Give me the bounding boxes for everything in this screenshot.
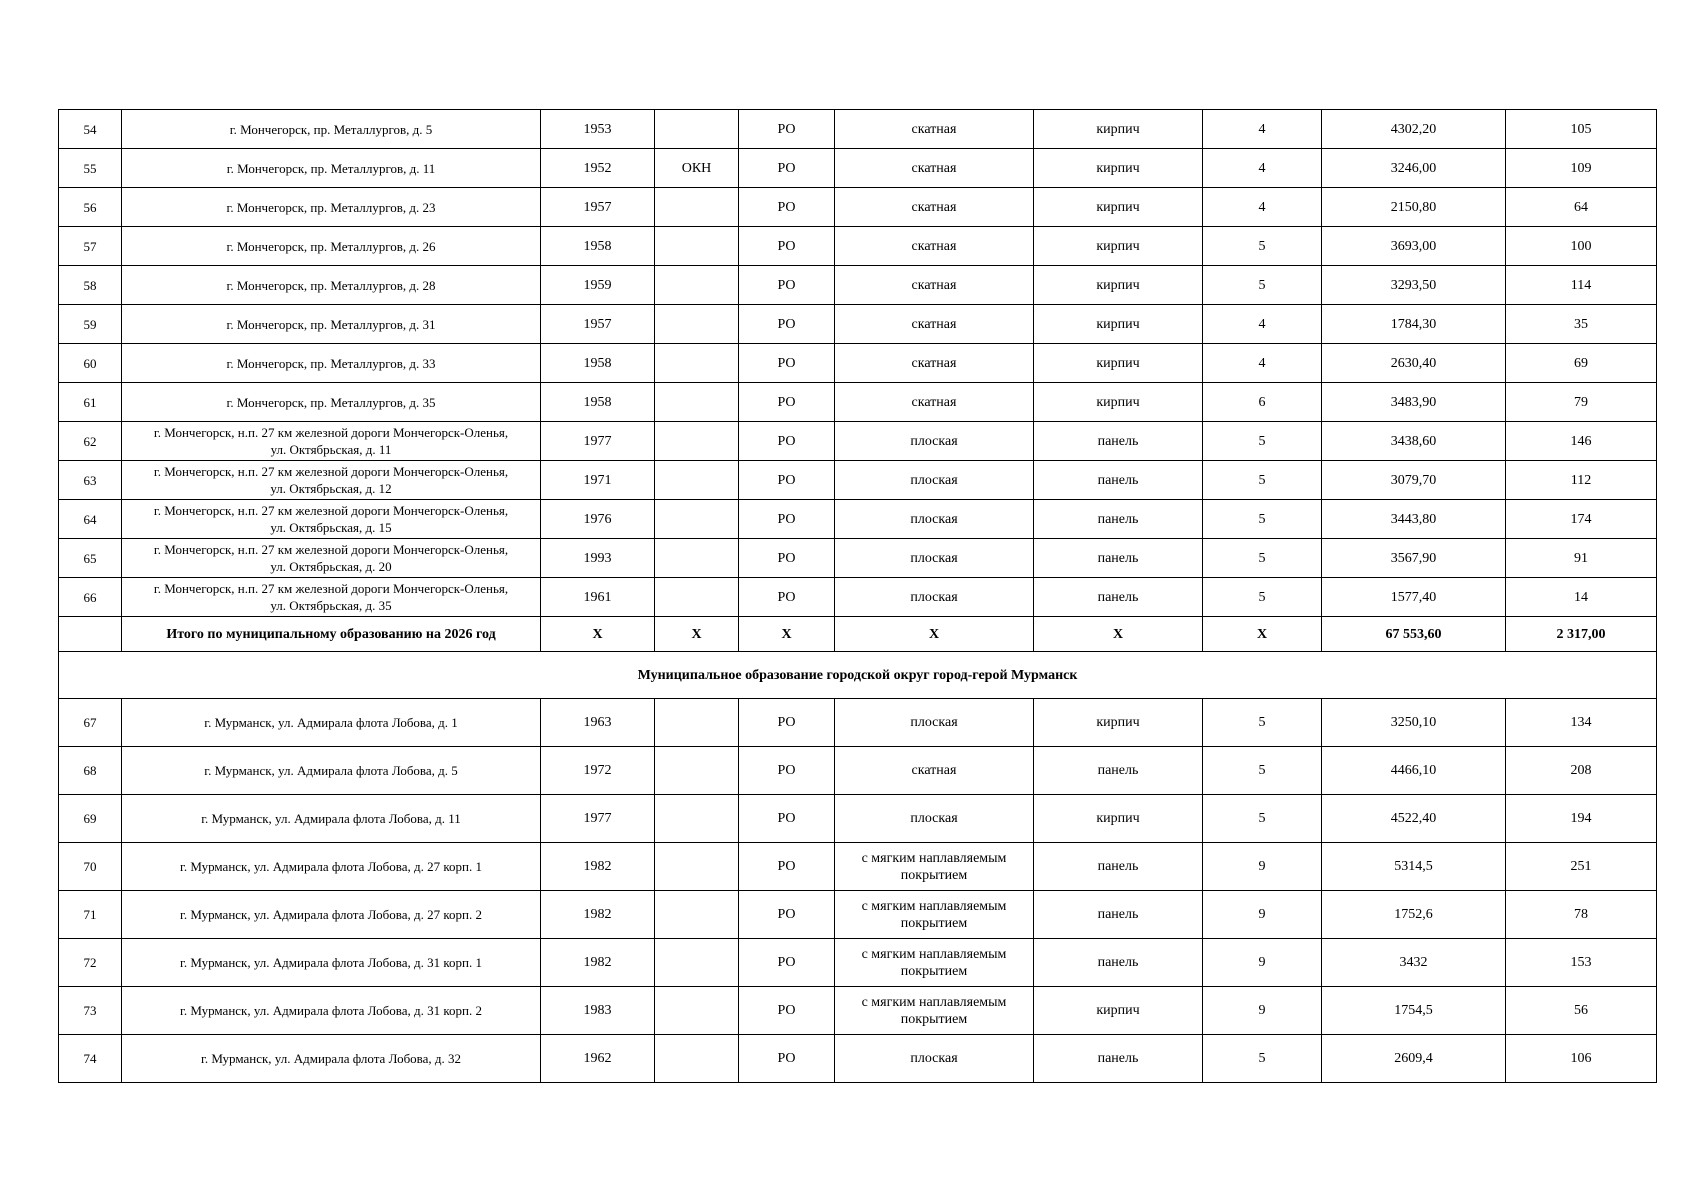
- residents-cell: 146: [1506, 422, 1657, 461]
- area-cell: 3438,60: [1322, 422, 1506, 461]
- fund-cell: РО: [739, 987, 835, 1035]
- total-x-mark: Х: [1034, 617, 1203, 652]
- floors-cell: 4: [1203, 305, 1322, 344]
- row-number: 67: [59, 699, 122, 747]
- table-row: [59, 699, 1657, 747]
- wall-cell: панель: [1034, 843, 1203, 891]
- table-row: [59, 747, 1657, 795]
- fund-cell: РО: [739, 266, 835, 305]
- year-cell: 1952: [541, 149, 655, 188]
- address-cell: [122, 578, 541, 617]
- wall-cell: панель: [1034, 422, 1203, 461]
- roof-line-2: покрытием: [900, 867, 968, 883]
- year-cell: 1982: [541, 843, 655, 891]
- okn-cell: [655, 843, 739, 891]
- row-number: 62: [59, 422, 122, 461]
- fund-cell: РО: [739, 500, 835, 539]
- address-cell: г. Мончегорск, пр. Металлургов, д. 26: [122, 227, 541, 266]
- residents-cell: 134: [1506, 699, 1657, 747]
- residents-cell: 35: [1506, 305, 1657, 344]
- year-cell: 1958: [541, 344, 655, 383]
- table-row: [59, 383, 1657, 422]
- roof-cell: скатная: [835, 266, 1034, 305]
- fund-cell: РО: [739, 383, 835, 422]
- address-cell: г. Мурманск, ул. Адмирала флота Лобова, д. 11: [122, 795, 541, 843]
- area-cell: 4302,20: [1322, 110, 1506, 149]
- area-cell: 1752,6: [1322, 891, 1506, 939]
- area-cell: 3246,00: [1322, 149, 1506, 188]
- table-row: [59, 795, 1657, 843]
- okn-cell: [655, 987, 739, 1035]
- roof-line-1: с мягким наплавляемым: [861, 946, 1007, 962]
- year-cell: 1962: [541, 1035, 655, 1083]
- floors-cell: 6: [1203, 383, 1322, 422]
- wall-cell: панель: [1034, 578, 1203, 617]
- table-row: [59, 149, 1657, 188]
- total-row: [59, 617, 1657, 652]
- okn-cell: [655, 699, 739, 747]
- roof-cell: скатная: [835, 188, 1034, 227]
- okn-cell: [655, 266, 739, 305]
- floors-cell: 4: [1203, 188, 1322, 227]
- residents-cell: 69: [1506, 344, 1657, 383]
- residents-cell: 112: [1506, 461, 1657, 500]
- residents-cell: 194: [1506, 795, 1657, 843]
- table-row: [59, 344, 1657, 383]
- residents-cell: 79: [1506, 383, 1657, 422]
- row-number: 69: [59, 795, 122, 843]
- row-number: 54: [59, 110, 122, 149]
- wall-cell: панель: [1034, 891, 1203, 939]
- total-number-cell: [59, 617, 122, 652]
- address-cell: [122, 539, 541, 578]
- year-cell: 1957: [541, 305, 655, 344]
- total-label: Итого по муниципальному образованию на 2026 год: [122, 617, 541, 652]
- address-line-2: ул. Октябрьская, д. 15: [270, 520, 392, 535]
- okn-cell: [655, 383, 739, 422]
- address-line-2: ул. Октябрьская, д. 12: [270, 481, 392, 496]
- total-x-mark: Х: [1203, 617, 1322, 652]
- okn-cell: [655, 227, 739, 266]
- address-cell: г. Мурманск, ул. Адмирала флота Лобова, д. 27 корп. 1: [122, 843, 541, 891]
- roof-cell: скатная: [835, 344, 1034, 383]
- fund-cell: РО: [739, 795, 835, 843]
- row-number: 66: [59, 578, 122, 617]
- roof-line-1: с мягким наплавляемым: [861, 850, 1007, 866]
- residents-cell: 78: [1506, 891, 1657, 939]
- year-cell: 1993: [541, 539, 655, 578]
- wall-cell: кирпич: [1034, 227, 1203, 266]
- total-residents: 2 317,00: [1506, 617, 1657, 652]
- fund-cell: РО: [739, 344, 835, 383]
- fund-cell: РО: [739, 578, 835, 617]
- floors-cell: 4: [1203, 110, 1322, 149]
- fund-cell: РО: [739, 939, 835, 987]
- address-cell: г. Мурманск, ул. Адмирала флота Лобова, д. 31 корп. 1: [122, 939, 541, 987]
- wall-cell: кирпич: [1034, 149, 1203, 188]
- row-number: 65: [59, 539, 122, 578]
- table-row: [59, 843, 1657, 891]
- floors-cell: 5: [1203, 227, 1322, 266]
- fund-cell: РО: [739, 1035, 835, 1083]
- residents-cell: 64: [1506, 188, 1657, 227]
- wall-cell: панель: [1034, 1035, 1203, 1083]
- table-row: [59, 939, 1657, 987]
- residents-cell: 14: [1506, 578, 1657, 617]
- roof-line-1: с мягким наплавляемым: [861, 898, 1007, 914]
- okn-cell: [655, 795, 739, 843]
- address-cell: г. Мончегорск, пр. Металлургов, д. 31: [122, 305, 541, 344]
- wall-cell: панель: [1034, 461, 1203, 500]
- table-row: [59, 500, 1657, 539]
- row-number: 56: [59, 188, 122, 227]
- address-cell: г. Мончегорск, пр. Металлургов, д. 5: [122, 110, 541, 149]
- wall-cell: кирпич: [1034, 344, 1203, 383]
- floors-cell: 5: [1203, 500, 1322, 539]
- roof-cell: плоская: [835, 461, 1034, 500]
- address-cell: [122, 461, 541, 500]
- fund-cell: РО: [739, 188, 835, 227]
- area-cell: 4466,10: [1322, 747, 1506, 795]
- year-cell: 1983: [541, 987, 655, 1035]
- table-row: [59, 422, 1657, 461]
- wall-cell: кирпич: [1034, 188, 1203, 227]
- year-cell: 1972: [541, 747, 655, 795]
- year-cell: 1958: [541, 383, 655, 422]
- fund-cell: РО: [739, 149, 835, 188]
- total-x-mark: Х: [541, 617, 655, 652]
- residents-cell: 56: [1506, 987, 1657, 1035]
- roof-cell: скатная: [835, 747, 1034, 795]
- roof-cell: плоская: [835, 578, 1034, 617]
- okn-cell: [655, 461, 739, 500]
- wall-cell: панель: [1034, 539, 1203, 578]
- address-line-2: ул. Октябрьская, д. 35: [270, 598, 392, 613]
- row-number: 72: [59, 939, 122, 987]
- year-cell: 1982: [541, 939, 655, 987]
- row-number: 60: [59, 344, 122, 383]
- residents-cell: 251: [1506, 843, 1657, 891]
- address-cell: г. Мончегорск, пр. Металлургов, д. 33: [122, 344, 541, 383]
- okn-cell: [655, 110, 739, 149]
- total-x-mark: Х: [655, 617, 739, 652]
- wall-cell: кирпич: [1034, 383, 1203, 422]
- area-cell: 1577,40: [1322, 578, 1506, 617]
- wall-cell: кирпич: [1034, 266, 1203, 305]
- wall-cell: кирпич: [1034, 795, 1203, 843]
- address-cell: г. Мурманск, ул. Адмирала флота Лобова, д. 5: [122, 747, 541, 795]
- housing-registry-table: [58, 109, 1657, 1083]
- residents-cell: 106: [1506, 1035, 1657, 1083]
- okn-cell: [655, 747, 739, 795]
- address-line-2: ул. Октябрьская, д. 11: [270, 442, 392, 457]
- wall-cell: кирпич: [1034, 699, 1203, 747]
- address-line-2: ул. Октябрьская, д. 20: [270, 559, 392, 574]
- address-cell: г. Мончегорск, пр. Металлургов, д. 28: [122, 266, 541, 305]
- roof-cell: скатная: [835, 149, 1034, 188]
- year-cell: 1957: [541, 188, 655, 227]
- year-cell: 1982: [541, 891, 655, 939]
- address-cell: г. Мончегорск, пр. Металлургов, д. 35: [122, 383, 541, 422]
- area-cell: 1754,5: [1322, 987, 1506, 1035]
- row-number: 57: [59, 227, 122, 266]
- wall-cell: кирпич: [1034, 987, 1203, 1035]
- area-cell: 2609,4: [1322, 1035, 1506, 1083]
- fund-cell: РО: [739, 422, 835, 461]
- area-cell: 2150,80: [1322, 188, 1506, 227]
- floors-cell: 9: [1203, 843, 1322, 891]
- fund-cell: РО: [739, 747, 835, 795]
- area-cell: 3483,90: [1322, 383, 1506, 422]
- okn-cell: [655, 500, 739, 539]
- floors-cell: 5: [1203, 578, 1322, 617]
- table-row: [59, 305, 1657, 344]
- okn-cell: [655, 539, 739, 578]
- roof-cell: [835, 843, 1034, 891]
- address-cell: г. Мончегорск, пр. Металлургов, д. 23: [122, 188, 541, 227]
- address-cell: г. Мурманск, ул. Адмирала флота Лобова, д. 1: [122, 699, 541, 747]
- roof-cell: [835, 891, 1034, 939]
- table-row: [59, 188, 1657, 227]
- wall-cell: кирпич: [1034, 305, 1203, 344]
- address-cell: [122, 500, 541, 539]
- residents-cell: 114: [1506, 266, 1657, 305]
- roof-cell: плоская: [835, 422, 1034, 461]
- table-row: [59, 891, 1657, 939]
- floors-cell: 5: [1203, 747, 1322, 795]
- table-row: [59, 266, 1657, 305]
- row-number: 55: [59, 149, 122, 188]
- residents-cell: 105: [1506, 110, 1657, 149]
- residents-cell: 91: [1506, 539, 1657, 578]
- wall-cell: панель: [1034, 939, 1203, 987]
- fund-cell: РО: [739, 539, 835, 578]
- year-cell: 1959: [541, 266, 655, 305]
- address-cell: г. Мурманск, ул. Адмирала флота Лобова, д. 32: [122, 1035, 541, 1083]
- fund-cell: РО: [739, 891, 835, 939]
- roof-cell: [835, 987, 1034, 1035]
- floors-cell: 4: [1203, 149, 1322, 188]
- row-number: 64: [59, 500, 122, 539]
- row-number: 74: [59, 1035, 122, 1083]
- okn-cell: [655, 1035, 739, 1083]
- floors-cell: 9: [1203, 987, 1322, 1035]
- fund-cell: РО: [739, 843, 835, 891]
- okn-cell: [655, 578, 739, 617]
- floors-cell: 5: [1203, 266, 1322, 305]
- floors-cell: 5: [1203, 539, 1322, 578]
- roof-cell: плоская: [835, 699, 1034, 747]
- address-cell: г. Мурманск, ул. Адмирала флота Лобова, д. 27 корп. 2: [122, 891, 541, 939]
- address-line-1: г. Мончегорск, н.п. 27 км железной дороги Мончегорск-Оленья,: [153, 425, 509, 440]
- residents-cell: 153: [1506, 939, 1657, 987]
- area-cell: 3293,50: [1322, 266, 1506, 305]
- area-cell: 1784,30: [1322, 305, 1506, 344]
- roof-cell: плоская: [835, 1035, 1034, 1083]
- table-row: [59, 987, 1657, 1035]
- okn-cell: [655, 344, 739, 383]
- row-number: 59: [59, 305, 122, 344]
- row-number: 73: [59, 987, 122, 1035]
- fund-cell: РО: [739, 305, 835, 344]
- roof-cell: скатная: [835, 227, 1034, 266]
- area-cell: 4522,40: [1322, 795, 1506, 843]
- floors-cell: 5: [1203, 1035, 1322, 1083]
- okn-cell: [655, 188, 739, 227]
- address-line-1: г. Мончегорск, н.п. 27 км железной дороги Мончегорск-Оленья,: [153, 542, 509, 557]
- table-row: [59, 461, 1657, 500]
- floors-cell: 5: [1203, 699, 1322, 747]
- year-cell: 1977: [541, 422, 655, 461]
- residents-cell: 100: [1506, 227, 1657, 266]
- fund-cell: РО: [739, 227, 835, 266]
- residents-cell: 174: [1506, 500, 1657, 539]
- row-number: 61: [59, 383, 122, 422]
- year-cell: 1963: [541, 699, 655, 747]
- total-x-mark: Х: [835, 617, 1034, 652]
- okn-cell: [655, 305, 739, 344]
- table-row: [59, 578, 1657, 617]
- area-cell: 3079,70: [1322, 461, 1506, 500]
- floors-cell: 5: [1203, 461, 1322, 500]
- roof-cell: скатная: [835, 383, 1034, 422]
- residents-cell: 208: [1506, 747, 1657, 795]
- year-cell: 1953: [541, 110, 655, 149]
- table-row: [59, 227, 1657, 266]
- row-number: 70: [59, 843, 122, 891]
- okn-cell: [655, 422, 739, 461]
- okn-cell: [655, 891, 739, 939]
- address-line-1: г. Мончегорск, н.п. 27 км железной дороги Мончегорск-Оленья,: [153, 464, 509, 479]
- table-row: [59, 539, 1657, 578]
- area-cell: 3443,80: [1322, 500, 1506, 539]
- area-cell: 5314,5: [1322, 843, 1506, 891]
- row-number: 63: [59, 461, 122, 500]
- roof-cell: скатная: [835, 305, 1034, 344]
- total-area: 67 553,60: [1322, 617, 1506, 652]
- row-number: 68: [59, 747, 122, 795]
- wall-cell: кирпич: [1034, 110, 1203, 149]
- area-cell: 3693,00: [1322, 227, 1506, 266]
- address-line-1: г. Мончегорск, н.п. 27 км железной дороги Мончегорск-Оленья,: [153, 503, 509, 518]
- fund-cell: РО: [739, 699, 835, 747]
- address-cell: [122, 422, 541, 461]
- year-cell: 1958: [541, 227, 655, 266]
- year-cell: 1971: [541, 461, 655, 500]
- address-cell: г. Мончегорск, пр. Металлургов, д. 11: [122, 149, 541, 188]
- year-cell: 1977: [541, 795, 655, 843]
- roof-line-2: покрытием: [900, 1011, 968, 1027]
- residents-cell: 109: [1506, 149, 1657, 188]
- roof-cell: плоская: [835, 539, 1034, 578]
- year-cell: 1961: [541, 578, 655, 617]
- wall-cell: панель: [1034, 747, 1203, 795]
- row-number: 58: [59, 266, 122, 305]
- area-cell: 3250,10: [1322, 699, 1506, 747]
- roof-cell: плоская: [835, 795, 1034, 843]
- fund-cell: РО: [739, 461, 835, 500]
- roof-cell: скатная: [835, 110, 1034, 149]
- fund-cell: РО: [739, 110, 835, 149]
- roof-line-2: покрытием: [900, 915, 968, 931]
- address-cell: г. Мурманск, ул. Адмирала флота Лобова, д. 31 корп. 2: [122, 987, 541, 1035]
- floors-cell: 9: [1203, 939, 1322, 987]
- total-x-mark: Х: [739, 617, 835, 652]
- wall-cell: панель: [1034, 500, 1203, 539]
- area-cell: 3567,90: [1322, 539, 1506, 578]
- roof-cell: плоская: [835, 500, 1034, 539]
- roof-cell: [835, 939, 1034, 987]
- area-cell: 3432: [1322, 939, 1506, 987]
- table-row: [59, 1035, 1657, 1083]
- roof-line-1: с мягким наплавляемым: [861, 994, 1007, 1010]
- address-line-1: г. Мончегорск, н.п. 27 км железной дороги Мончегорск-Оленья,: [153, 581, 509, 596]
- roof-line-2: покрытием: [900, 963, 968, 979]
- floors-cell: 9: [1203, 891, 1322, 939]
- section-header-row: [59, 652, 1657, 699]
- floors-cell: 4: [1203, 344, 1322, 383]
- floors-cell: 5: [1203, 795, 1322, 843]
- table-row: [59, 110, 1657, 149]
- area-cell: 2630,40: [1322, 344, 1506, 383]
- row-number: 71: [59, 891, 122, 939]
- okn-cell: ОКН: [655, 149, 739, 188]
- section-title: Муниципальное образование городской округ город-герой Мурманск: [59, 652, 1657, 699]
- floors-cell: 5: [1203, 422, 1322, 461]
- year-cell: 1976: [541, 500, 655, 539]
- okn-cell: [655, 939, 739, 987]
